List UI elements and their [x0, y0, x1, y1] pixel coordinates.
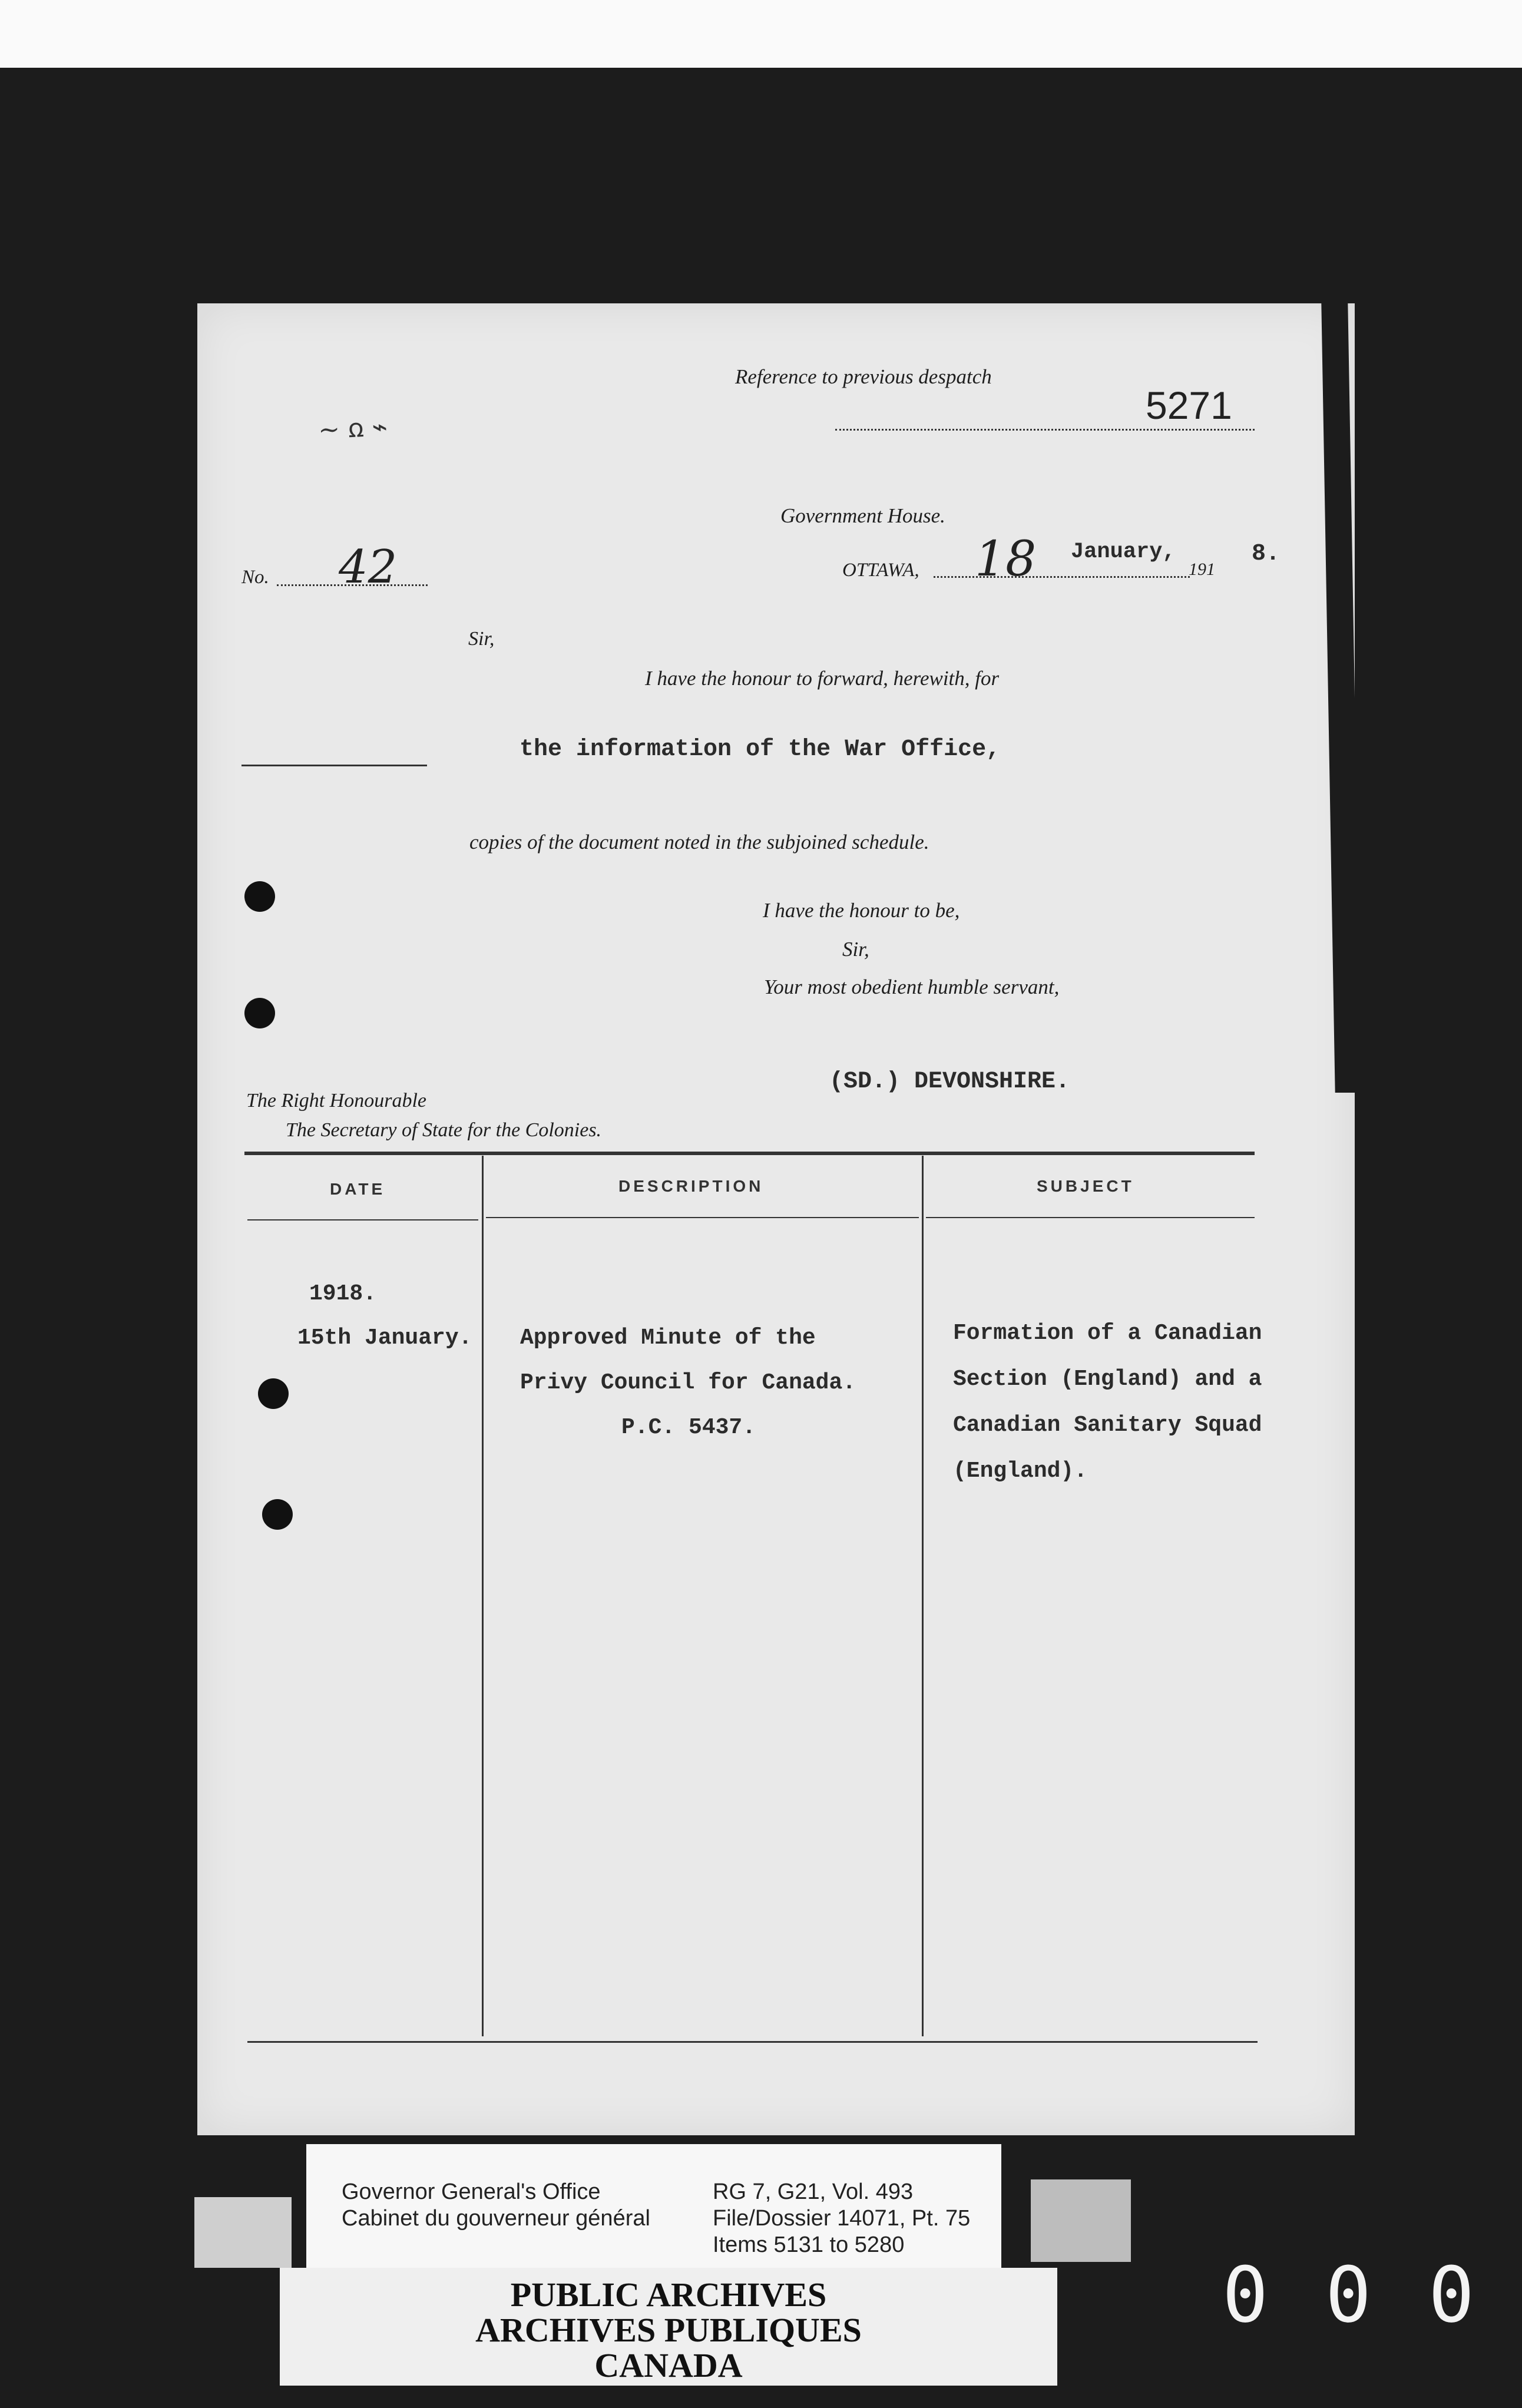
label-office-fr: Cabinet du gouverneur général [342, 2206, 650, 2231]
addressee-2: The Secretary of State for the Colonies. [286, 1119, 602, 1141]
punch-hole [262, 1499, 293, 1530]
label-items: Items 5131 to 5280 [713, 2232, 905, 2257]
label-office-en: Governor General's Office [342, 2179, 601, 2204]
table-top-rule [244, 1152, 1255, 1155]
subject-line-2: Section (England) and a [953, 1367, 1262, 1392]
scribble-mark: ~ ꭥ ⌁ [317, 411, 389, 446]
punch-hole [244, 998, 275, 1028]
reference-number: 5271 [1146, 383, 1232, 427]
label-shadow-block [1031, 2179, 1131, 2262]
stamp-line-1: PUBLIC ARCHIVES [510, 2275, 827, 2314]
table-bottom-rule [247, 2041, 1258, 2043]
frame-digit: 0 [1428, 2250, 1475, 2340]
subject-line-3: Canadian Sanitary Squad [953, 1413, 1262, 1438]
date-month: January, [1071, 540, 1176, 564]
reference-label: Reference to previous despatch [735, 365, 992, 388]
date-line [934, 576, 1190, 578]
salutation: Sir, [468, 628, 495, 650]
year-suffix: 8. [1252, 541, 1281, 567]
date-year-cell: 1918. [309, 1281, 377, 1306]
date-day: 18 [975, 531, 1037, 587]
number-label: No. [241, 567, 269, 588]
year-prefix: 191 [1189, 560, 1215, 579]
government-house: Government House. [780, 504, 945, 527]
punch-hole [258, 1378, 289, 1409]
label-shadow-block [194, 2197, 292, 2268]
description-line-1: Approved Minute of the [520, 1325, 816, 1351]
column-header-subject: SUBJECT [1037, 1177, 1134, 1195]
place-label: OTTAWA, [842, 560, 919, 581]
archives-stamp [280, 2268, 1057, 2386]
subject-line-4: (England). [953, 1458, 1088, 1484]
subject-line-1: Formation of a Canadian [953, 1321, 1262, 1346]
header-rule-subject [926, 1217, 1255, 1218]
frame-digit: 0 [1325, 2250, 1372, 2340]
frame-digit: 0 [1222, 2250, 1269, 2340]
date-day-cell: 15th January. [297, 1325, 472, 1351]
column-header-description: DESCRIPTION [618, 1177, 764, 1195]
column-header-date: DATE [330, 1180, 386, 1198]
archive-label [306, 2144, 1001, 2271]
description-line-2: Privy Council for Canada. [520, 1370, 856, 1395]
closing-3: Your most obedient humble servant, [764, 975, 1060, 998]
header-rule-date [247, 1219, 478, 1220]
label-file: File/Dossier 14071, Pt. 75 [713, 2206, 971, 2231]
closing-2: Sir, [842, 938, 869, 961]
closing-1: I have the honour to be, [763, 899, 960, 922]
description-line-3: P.C. 5437. [621, 1415, 756, 1440]
header-rule-description [486, 1217, 919, 1218]
signature: (SD.) DEVONSHIRE. [829, 1069, 1070, 1095]
body-line-2: copies of the document noted in the subjoined schedule. [469, 831, 929, 854]
label-record-group: RG 7, G21, Vol. 493 [713, 2179, 914, 2204]
body-line-1: I have the honour to forward, herewith, for [645, 667, 1000, 690]
stamp-line-2: ARCHIVES PUBLIQUES [475, 2311, 862, 2349]
table-divider-1 [482, 1156, 484, 2036]
reference-line [835, 429, 1255, 431]
stamp-line-3: CANADA [594, 2346, 743, 2384]
addressee-1: The Right Honourable [246, 1090, 426, 1112]
purpose-line: the information of the War Office, [520, 736, 1001, 763]
number-value: 42 [339, 541, 398, 594]
table-divider-2 [922, 1156, 924, 2036]
punch-hole [244, 881, 275, 912]
top-border [0, 0, 1522, 68]
blank-field-line [241, 765, 427, 766]
